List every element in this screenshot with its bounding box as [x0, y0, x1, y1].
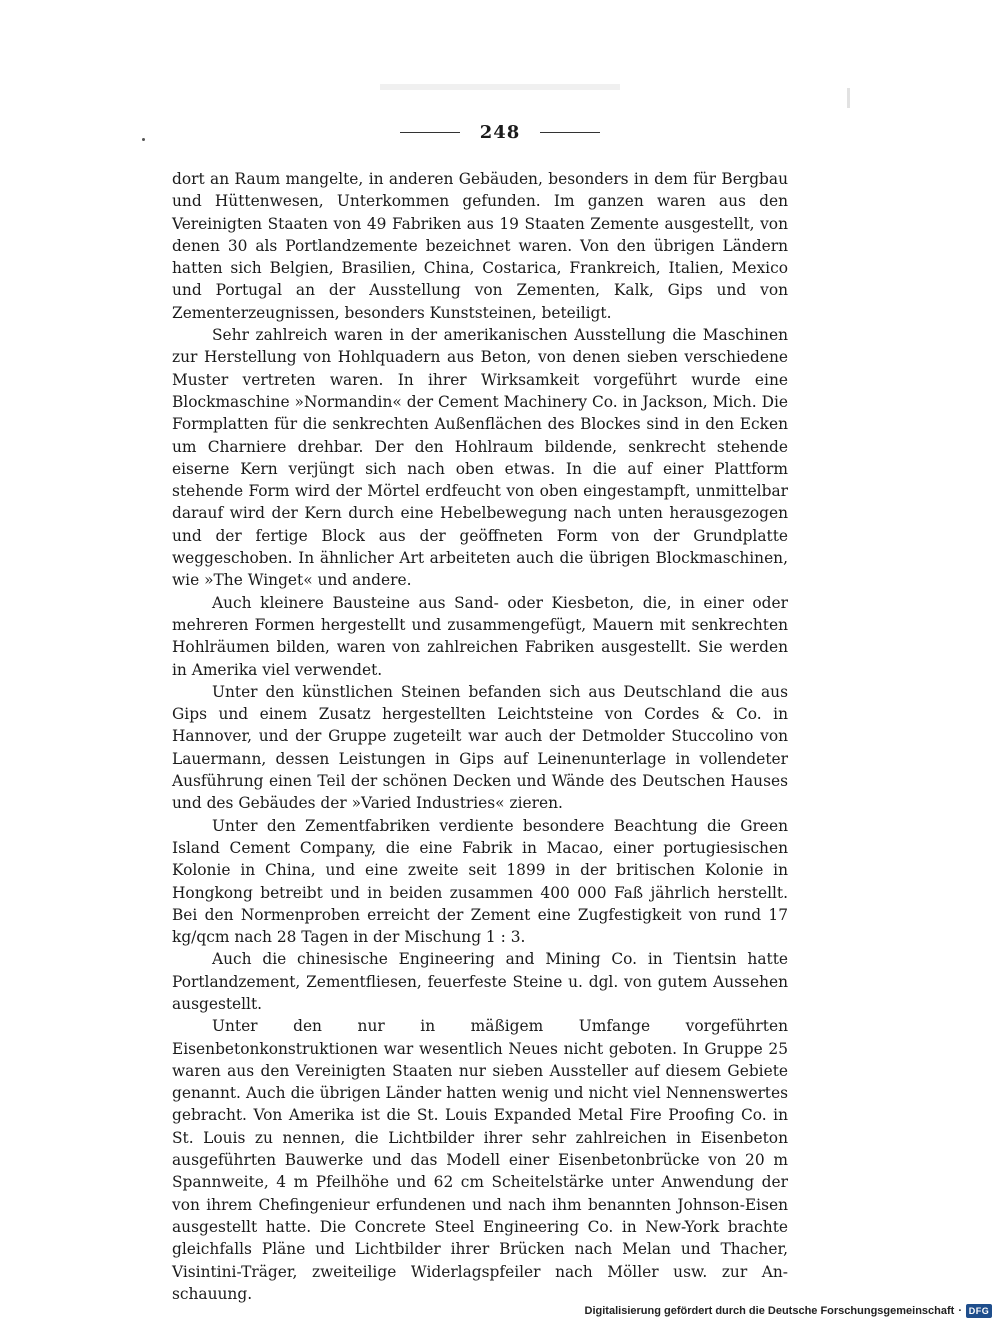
- dfg-logo: DFG: [966, 1304, 992, 1318]
- paragraph: Auch die chinesische Engineering and Mining Co. in Tientsin hatte Portlandzement, Zementfliesen, feuerfeste Steine u. dgl. von gutem Aussehen ausgestellt.: [172, 950, 788, 1013]
- scan-artifact: [847, 88, 850, 108]
- footer-separator: ·: [958, 1305, 962, 1317]
- paragraph: dort an Raum mangelte, in anderen Gebäuden, besonders in dem für Bergbau und Hüttenwesen, Unterkommen gefunden. Im ganzen waren aus den Vereinigten Staaten von 49 Fabriken aus 19 Staaten Zemente ausgestellt, von denen 30 als Portlandzemente bezeichnet waren. Von den übrigen Ländern hatten sich Belgien, Brasilien, China, Costarica, Frankreich, Italien, Mexico und Portugal an der Ausstellung von Zementen, Kalk, Gips und von Zementerzeugnissen, besonders Kunststeinen, beteiligt.: [172, 170, 788, 322]
- paragraph: Unter den künstlichen Steinen befanden sich aus Deutschland die aus Gips und einem Zusatz hergestellten Leichtsteine von Cordes & Co. in Hannover, und der Gruppe zugeteilt war auch der Detmolder Stuccolino von Lauermann, dessen Leistungen in Gips auf Leinenunterlage in vollendeter Ausführung einen Teil der schönen Decken und Wände des Deutschen Hauses und des Gebäudes der »Varied Industries« zieren.: [172, 682, 788, 813]
- page-header: [0, 122, 1000, 143]
- paragraph: Auch kleinere Bausteine aus Sand- oder Kiesbeton, die, in einer oder mehreren Formen hergestellt und zusammengefügt, Mauern mit senkrechten Hohlräumen bilden, waren von zahlreichen Fabriken ausgestellt. Sie werden in Amerika viel verwendet.: [172, 593, 788, 679]
- body-text: [172, 168, 788, 1305]
- scan-artifact: [380, 84, 620, 90]
- header-rule-left: [400, 132, 460, 133]
- page-number: 248: [479, 122, 521, 143]
- header-rule-right: [540, 132, 600, 133]
- paragraph: Unter den Zementfabriken verdiente besondere Beachtung die Green Island Cement Company, die eine Fabrik in Macao, einer portugiesischen Kolonie in China, und eine zweite seit 1899 in der britischen Kolonie in Hongkong betreibt und in beiden zusammen 400 000 Faß jährlich herstellt. Bei den Normenproben erreicht der Zement eine Zugfestigkeit von rund 17 kg/qcm nach 28 Tagen in der Mischung 1 : 3.: [172, 816, 788, 947]
- paragraph: Sehr zahlreich waren in der amerikanischen Ausstellung die Maschinen zur Herstellung von Hohlquadern aus Beton, von denen sieben verschiedene Muster vertreten waren. In ihrer Wirksamkeit vorgeführt wurde eine Blockmaschine »Normandin« der Cement Machinery Co. in Jackson, Mich. Die Formplatten für die senkrechten Außenflächen des Blockes sind in den Ecken um Charniere drehbar. Der den Hohlraum bildende, senkrecht stehende eiserne Kern verjüngt sich nach oben etwas. In die auf einer Plattform stehende Form wird der Mörtel erdfeucht von oben eingestampft, unmittelbar darauf wird der Kern durch eine Hebelbewegung nach unten herausgezogen und der fertige Block aus der geöffneten Form von der Grundplatte weggeschoben. In ähnlicher Art arbeiteten auch die übrigen Blockmaschinen, wie »The Winget« und andere.: [172, 326, 788, 590]
- footer: [585, 1304, 992, 1318]
- paragraph: Unter den nur in mäßigem Umfange vorgeführten Eisenbetonkonstruktionen war wesentlich Neues nicht geboten. In Gruppe 25 waren aus den Vereinigten Staaten nur sieben Aussteller auf diesem Gebiete genannt. Auch die übrigen Länder hatten wenig und nicht viel Nennenswertes gebracht. Von Amerika ist die St. Louis Expanded Metal Fire Proofing Co. in St. Louis zu nennen, die Lichtbilder ihrer sehr zahlreichen in Eisenbeton ausgeführten Bauwerke und das Modell einer Eisenbetonbrücke von 20 m Spannweite, 4 m Pfeilhöhe und 62 cm Scheitelstärke unter Anwendung der von ihrem Chefingenieur erfundenen und nach ihm benannten Johnson-Eisen ausgestellt hatte. Die Concrete Steel Engineering Co. in New-York brachte gleichfalls Pläne und Lichtbilder ihrer Brücken nach Melan und Thacher, Visintini-Träger, zweiteilige Widerlagspfeiler nach Möller usw. zur Anschauung.: [172, 1017, 788, 1303]
- footer-credit: Digitalisierung gefördert durch die Deutsche Forschungsgemeinschaft: [584, 1305, 955, 1317]
